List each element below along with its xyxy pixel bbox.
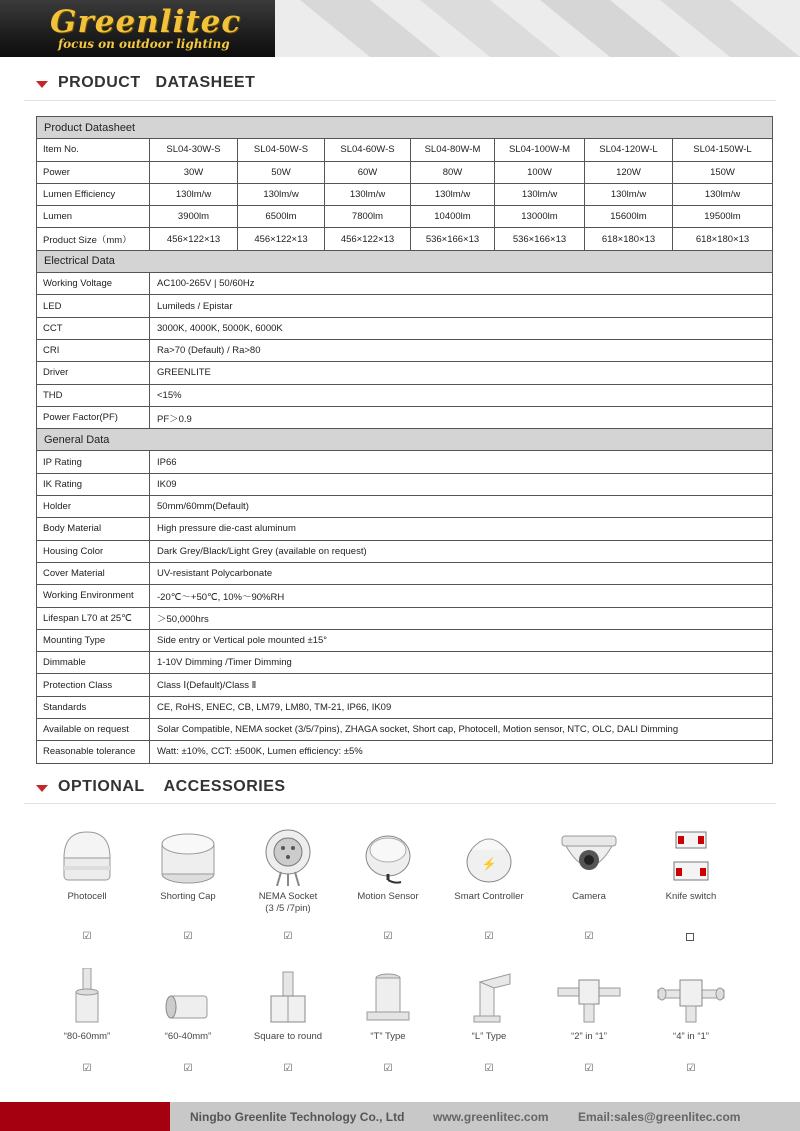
- row-value: Solar Compatible, NEMA socket (3/5/7pins), ZHAGA socket, Short cap, Photocell, Motion sensor, NTC, OLC, DALI Dimming: [150, 719, 773, 741]
- table-cell: 130lm/w: [325, 183, 411, 205]
- row-label: Mounting Type: [37, 629, 150, 651]
- table-row: [37, 719, 773, 741]
- row-value: 3000K, 4000K, 5000K, 6000K: [150, 317, 773, 339]
- table-cell: 536×166×13: [411, 228, 495, 250]
- table-row: [37, 362, 773, 384]
- row-label: CCT: [37, 317, 150, 339]
- row-label: Body Material: [37, 518, 150, 540]
- electrical-data-header-row: [37, 250, 773, 272]
- row-value: Side entry or Vertical pole mounted ±15°: [150, 629, 773, 651]
- checked-icon: ☑: [283, 931, 293, 942]
- accessory-name: Camera: [572, 891, 606, 902]
- row-value: Watt: ±10%, CCT: ±500K, Lumen efficiency: ±5%: [150, 741, 773, 763]
- table-row: [37, 696, 773, 718]
- accessory-adapter-60-40: [133, 968, 243, 1043]
- svg-text:⚡: ⚡: [481, 857, 497, 871]
- section-header-label: Product Datasheet: [37, 117, 773, 139]
- table-row: [37, 607, 773, 629]
- checked-icon: ☑: [484, 1063, 494, 1074]
- row-label: Power: [37, 161, 150, 183]
- accessory-shorting-cap: [133, 828, 243, 903]
- table-row: [37, 406, 773, 428]
- row-label: Lifespan L70 at 25℃: [37, 607, 150, 629]
- accessory-name: “4” in “1”: [673, 1031, 709, 1042]
- motion-sensor-icon: [353, 828, 423, 886]
- product-datasheet-table: [36, 116, 773, 764]
- checked-icon: ☑: [383, 1063, 393, 1074]
- l-type-bracket-icon: [454, 968, 524, 1026]
- row-label: Standards: [37, 696, 150, 718]
- page-footer: [0, 1102, 800, 1131]
- checked-icon: ☑: [183, 931, 193, 942]
- row-label: Dimmable: [37, 652, 150, 674]
- knife-switch-icon: [656, 828, 726, 886]
- accessory-camera: [534, 828, 644, 903]
- company-logo: [0, 0, 275, 57]
- table-cell: 456×122×13: [150, 228, 238, 250]
- checked-icon: ☑: [686, 1063, 696, 1074]
- table-cell: 456×122×13: [325, 228, 411, 250]
- row-label: Item No.: [37, 139, 150, 161]
- accessory-square-to-round: [233, 968, 343, 1043]
- unchecked-box-icon: [686, 933, 694, 941]
- accessory-name: “T” Type: [370, 1031, 406, 1042]
- row-value: Ra>70 (Default) / Ra>80: [150, 339, 773, 361]
- row-label: Power Factor(PF): [37, 406, 150, 428]
- row-label: Holder: [37, 496, 150, 518]
- accessories-section-title: OPTIONAL ACCESSORIES: [36, 778, 286, 796]
- table-cell: 13000lm: [495, 206, 585, 228]
- row-label: Driver: [37, 362, 150, 384]
- divider: [24, 803, 776, 804]
- table-row: [37, 652, 773, 674]
- accessory-name: Photocell: [67, 891, 107, 902]
- table-cell: SL04-80W-M: [411, 139, 495, 161]
- table-cell: 130lm/w: [673, 183, 773, 205]
- row-label: Lumen Efficiency: [37, 183, 150, 205]
- row-value: IP66: [150, 451, 773, 473]
- page-header: [0, 0, 800, 57]
- table-row: [37, 562, 773, 584]
- row-value: 1-10V Dimming /Timer Dimming: [150, 652, 773, 674]
- accessory-photocell: [32, 828, 142, 903]
- table-cell: SL04-60W-S: [325, 139, 411, 161]
- row-value: 50mm/60mm(Default): [150, 496, 773, 518]
- row-value: -20℃～+50℃, 10%～90%RH: [150, 585, 773, 607]
- accessory-smart-controller: [434, 828, 544, 903]
- row-label: CRI: [37, 339, 150, 361]
- two-in-one-bracket-icon: [554, 968, 624, 1026]
- accessory-name: “2” in “1”: [571, 1031, 607, 1042]
- divider: [24, 100, 776, 101]
- table-cell: 120W: [585, 161, 673, 183]
- row-value: Lumileds / Epistar: [150, 295, 773, 317]
- accessory-two-in-one: [534, 968, 644, 1043]
- row-label: Cover Material: [37, 562, 150, 584]
- table-cell: SL04-100W-M: [495, 139, 585, 161]
- footer-email[interactable]: Email:sales@greenlitec.com: [578, 1110, 741, 1124]
- accessory-t-type: [333, 968, 443, 1043]
- table-cell: 130lm/w: [411, 183, 495, 205]
- table-cell: 6500lm: [238, 206, 325, 228]
- row-label: THD: [37, 384, 150, 406]
- smart-controller-icon: [454, 828, 524, 886]
- row-value: Dark Grey/Black/Light Grey (available on request): [150, 540, 773, 562]
- table-row: [37, 161, 773, 183]
- table-row: [37, 585, 773, 607]
- t-type-bracket-icon: [353, 968, 423, 1026]
- accessory-subname: (3 /5 /7pin): [265, 903, 311, 914]
- table-row: [37, 674, 773, 696]
- table-row: [37, 540, 773, 562]
- accessory-name: Knife switch: [665, 891, 717, 902]
- section-header-label: General Data: [37, 429, 773, 451]
- row-value: PF＞0.9: [150, 406, 773, 428]
- table-cell: SL04-120W-L: [585, 139, 673, 161]
- accessory-four-in-one: [636, 968, 746, 1043]
- accessory-name: “L” Type: [471, 1031, 507, 1042]
- table-cell: 618×180×13: [673, 228, 773, 250]
- footer-website[interactable]: www.greenlitec.com: [433, 1110, 549, 1124]
- table-cell: 100W: [495, 161, 585, 183]
- table-cell: SL04-50W-S: [238, 139, 325, 161]
- accessory-adapter-80-60: [32, 968, 142, 1043]
- footer-company: Ningbo Greenlite Technology Co., Ltd: [190, 1110, 405, 1124]
- table-row: [37, 183, 773, 205]
- four-in-one-bracket-icon: [656, 968, 726, 1026]
- datasheet-section-title: PRODUCT DATASHEET: [36, 74, 255, 92]
- table-cell: 618×180×13: [585, 228, 673, 250]
- nema-socket-icon: [253, 828, 323, 886]
- table-row: [37, 451, 773, 473]
- checked-icon: ☑: [283, 1063, 293, 1074]
- row-label: Working Voltage: [37, 273, 150, 295]
- accessory-l-type: [434, 968, 544, 1043]
- shorting-cap-icon: [153, 828, 223, 886]
- table-cell: SL04-150W-L: [673, 139, 773, 161]
- row-value: High pressure die-cast aluminum: [150, 518, 773, 540]
- camera-icon: [554, 828, 624, 886]
- table-row: [37, 273, 773, 295]
- row-value: <15%: [150, 384, 773, 406]
- red-triangle-icon: [36, 785, 48, 792]
- table-row: [37, 206, 773, 228]
- table-cell: 50W: [238, 161, 325, 183]
- table-row: [37, 384, 773, 406]
- row-label: Product Size（mm）: [37, 228, 150, 250]
- accessory-name: “60-40mm”: [164, 1031, 212, 1042]
- footer-red-band: [0, 1102, 170, 1131]
- row-label: IK Rating: [37, 473, 150, 495]
- row-label: Available on request: [37, 719, 150, 741]
- table-cell: 15600lm: [585, 206, 673, 228]
- row-label: Working Environment: [37, 585, 150, 607]
- table-row: [37, 139, 773, 161]
- table-cell: 456×122×13: [238, 228, 325, 250]
- logo-wordmark: Greenlitec: [50, 4, 242, 40]
- accessory-name: Motion Sensor: [357, 891, 419, 902]
- row-label: LED: [37, 295, 150, 317]
- table-row: [37, 339, 773, 361]
- table-cell: 3900lm: [150, 206, 238, 228]
- row-value: GREENLITE: [150, 362, 773, 384]
- accessory-nema-socket: [233, 828, 343, 915]
- table-cell: 536×166×13: [495, 228, 585, 250]
- section-header-label: Electrical Data: [37, 250, 773, 272]
- table-cell: 130lm/w: [585, 183, 673, 205]
- table-cell: 150W: [673, 161, 773, 183]
- table-cell: 60W: [325, 161, 411, 183]
- row-label: Housing Color: [37, 540, 150, 562]
- table-cell: 130lm/w: [238, 183, 325, 205]
- checked-icon: ☑: [584, 1063, 594, 1074]
- red-triangle-icon: [36, 81, 48, 88]
- row-value: IK09: [150, 473, 773, 495]
- datasheet-header-row: [37, 117, 773, 139]
- accessory-name: NEMA Socket: [258, 891, 318, 902]
- table-row: [37, 228, 773, 250]
- table-row: [37, 496, 773, 518]
- accessory-name: Smart Controller: [454, 891, 524, 902]
- checked-icon: ☑: [584, 931, 594, 942]
- checked-icon: ☑: [383, 931, 393, 942]
- logo-tagline: focus on outdoor lighting: [58, 37, 230, 51]
- accessory-name: Shorting Cap: [160, 891, 216, 902]
- table-cell: 19500lm: [673, 206, 773, 228]
- adapter-60-40-icon: [153, 968, 223, 1026]
- checked-icon: ☑: [484, 931, 494, 942]
- row-value: CE, RoHS, ENEC, CB, LM79, LM80, TM-21, IP66, IK09: [150, 696, 773, 718]
- table-row: [37, 317, 773, 339]
- row-value: Class Ⅰ(Default)/Class Ⅱ: [150, 674, 773, 696]
- row-label: Reasonable tolerance: [37, 741, 150, 763]
- square-to-round-icon: [253, 968, 323, 1026]
- adapter-80-60-icon: [52, 968, 122, 1026]
- table-cell: 80W: [411, 161, 495, 183]
- accessory-name: Square to round: [253, 1031, 323, 1042]
- header-stripes: [240, 0, 800, 57]
- table-cell: 130lm/w: [150, 183, 238, 205]
- row-value: ＞50,000hrs: [150, 607, 773, 629]
- accessory-motion-sensor: [333, 828, 443, 903]
- row-value: AC100-265V | 50/60Hz: [150, 273, 773, 295]
- table-row: [37, 518, 773, 540]
- checked-icon: ☑: [183, 1063, 193, 1074]
- table-cell: 7800lm: [325, 206, 411, 228]
- accessory-name: “80-60mm”: [63, 1031, 111, 1042]
- table-row: [37, 741, 773, 763]
- table-row: [37, 629, 773, 651]
- table-cell: SL04-30W-S: [150, 139, 238, 161]
- row-label: Protection Class: [37, 674, 150, 696]
- table-cell: 130lm/w: [495, 183, 585, 205]
- photocell-icon: [52, 828, 122, 886]
- checked-icon: ☑: [82, 931, 92, 942]
- table-row: [37, 295, 773, 317]
- checked-icon: ☑: [82, 1063, 92, 1074]
- table-cell: 30W: [150, 161, 238, 183]
- general-data-header-row: [37, 429, 773, 451]
- row-label: Lumen: [37, 206, 150, 228]
- table-row: [37, 473, 773, 495]
- table-cell: 10400lm: [411, 206, 495, 228]
- accessory-knife-switch: [636, 828, 746, 903]
- row-value: UV-resistant Polycarbonate: [150, 562, 773, 584]
- row-label: IP Rating: [37, 451, 150, 473]
